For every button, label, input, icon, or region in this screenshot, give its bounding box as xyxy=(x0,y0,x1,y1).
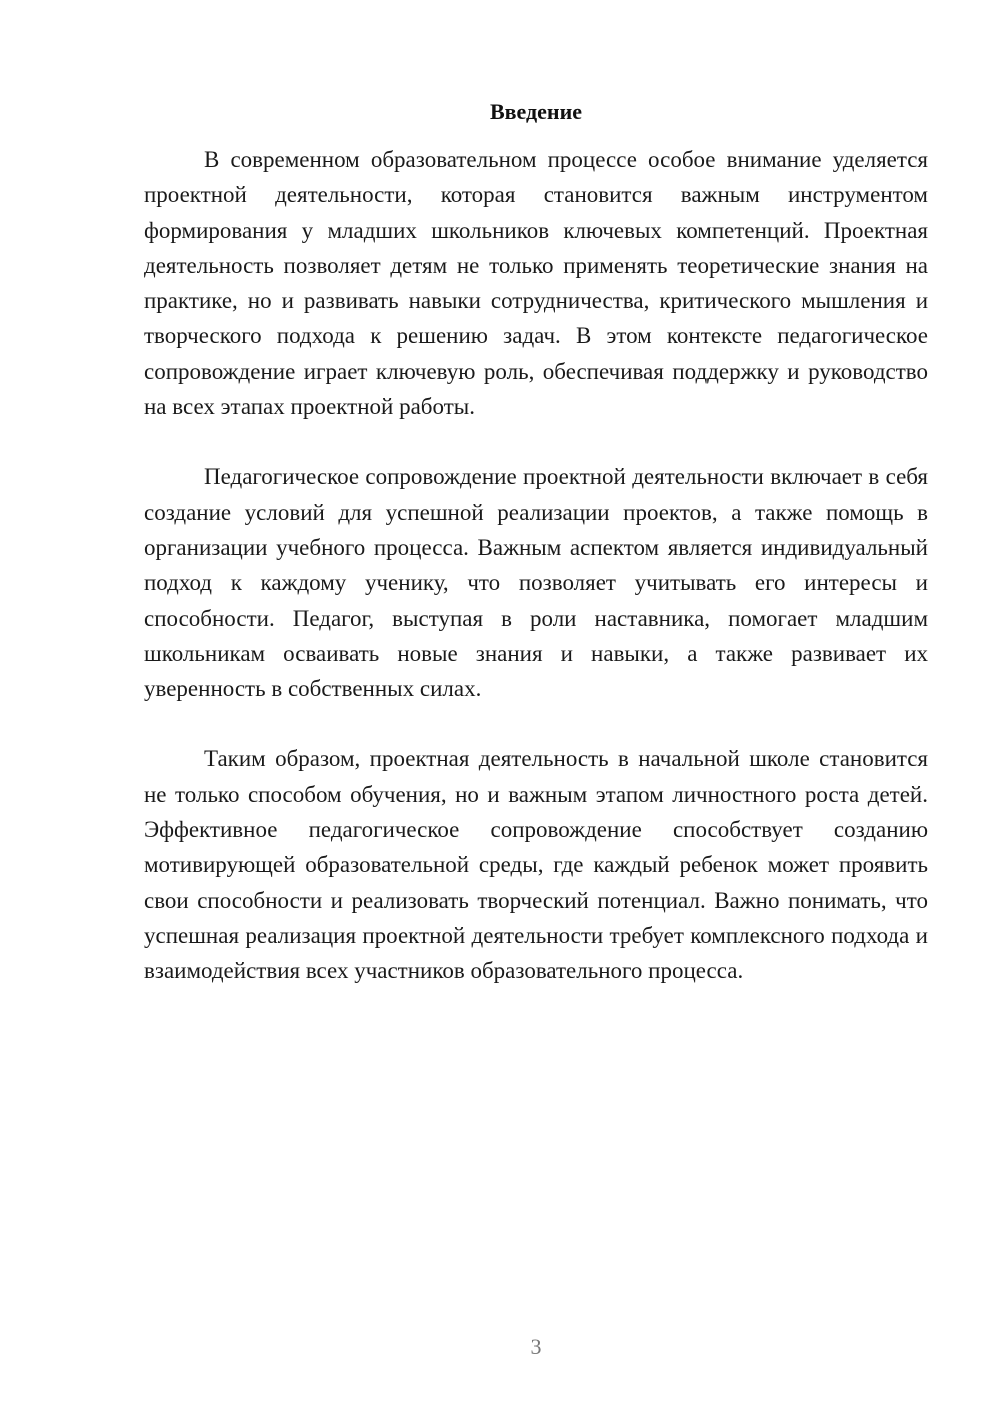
page-number: 3 xyxy=(530,1334,542,1359)
section-title: Введение xyxy=(489,99,583,124)
paragraph-2: Педагогическое сопровождение проектной деятельности включает в себя создание условий для успешной реализации проектов, а также помощь в организации учебного процесса. Важным аспектом является индивидуальный подход к каждому ученику, что позволяет учитывать его интересы и способности. Педагог, выступая в роли наставника, помогает младшим школьникам осваивать новые знания и навыки, а также развивает их уверенность в собственных силах. xyxy=(144,464,928,702)
paragraph-3: Таким образом, проектная деятельность в начальной школе становится не только способом обучения, но и важным этапом личностного роста детей. Эффективное педагогическое сопровождение способствует созданию мотивирующей образовательной среды, где каждый ребенок может проявить свои способности и реализовать творческий потенциал. Важно понимать, что успешная реализация проектной деятельности требует комплексного подхода и взаимодействия всех участников образовательного процесса. xyxy=(144,746,928,984)
body-text xyxy=(144,142,928,989)
paragraph-1: В современном образовательном процессе особое внимание уделяется проектной деятельности, которая становится важным инструментом формирования у младших школьников ключевых компетенций. Проектная деятельность позволяет детям не только применять теоретические знания на практике, но и развивать навыки сотрудничества, критического мышления и творческого подхода к решению задач. В этом контексте педагогическое сопровождение играет ключевую роль, обеспечивая поддержку и руководство на всех этапах проектной работы. xyxy=(144,147,928,420)
